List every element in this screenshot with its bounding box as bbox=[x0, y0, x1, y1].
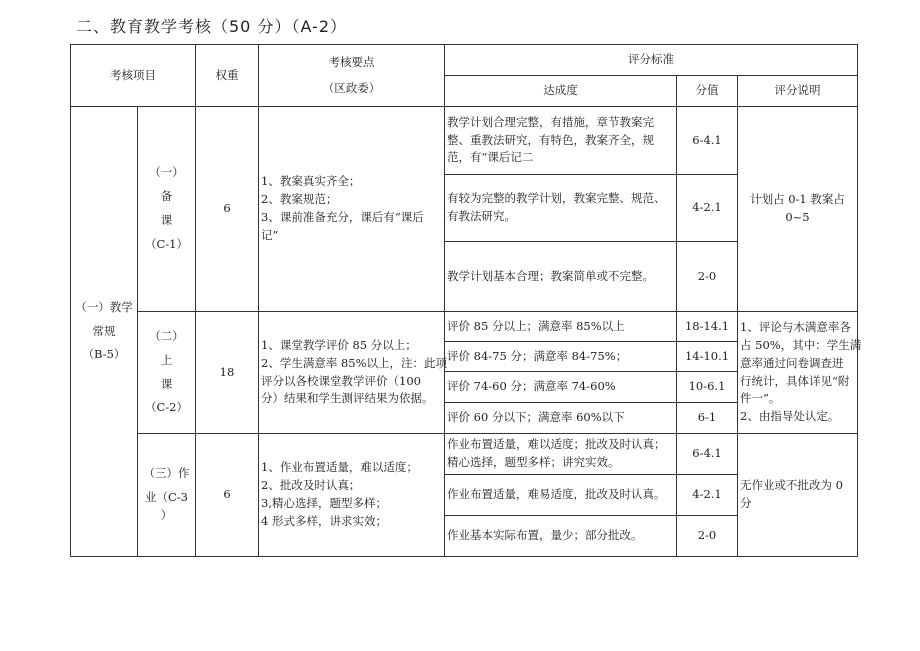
score-cell: 6-4.1 bbox=[677, 107, 738, 175]
section-name-line: 课 bbox=[160, 376, 173, 391]
achievement-cell: 评价 60 分以下；满意率 60%以下 bbox=[445, 403, 677, 434]
achievement-cell: 作业基本实际布置，量少；部分批改。 bbox=[445, 516, 677, 557]
header-score: 分值 bbox=[677, 76, 738, 107]
score-cell: 18-14.1 bbox=[677, 312, 738, 342]
section-name-line: （C-1） bbox=[144, 236, 188, 251]
score-cell: 10-6.1 bbox=[677, 372, 738, 403]
explain-line: 意率通过问卷调查进 bbox=[740, 355, 844, 370]
achievement-cell: 作业布置适量，难易适度，批改及时认真。 bbox=[445, 475, 677, 516]
point-line: 2、批改及时认真； bbox=[261, 478, 361, 493]
point-line: 1、作业布置适量，难以适度； bbox=[261, 460, 418, 475]
point-line: 记” bbox=[261, 227, 279, 242]
section-name-line: （一） bbox=[149, 165, 184, 180]
point-line: 4 形式多样，讲求实效； bbox=[261, 513, 387, 528]
header-weight: 权重 bbox=[196, 45, 259, 107]
header-explain: 评分说明 bbox=[738, 76, 858, 107]
section-name-line: （C-2） bbox=[144, 400, 188, 415]
score-cell: 2-0 bbox=[677, 516, 738, 557]
category-line: 常规 bbox=[92, 323, 116, 338]
section-points bbox=[259, 434, 445, 557]
score-cell: 14-10.1 bbox=[677, 342, 738, 372]
score-cell: 4-2.1 bbox=[677, 175, 738, 242]
explain-line: 件一”。 bbox=[740, 391, 781, 406]
achievement-cell: 教学计划基本合理；教案简单或不完整。 bbox=[445, 242, 677, 312]
achievement-cell: 有较为完整的教学计划，教案完整、规范、有教法研究。 bbox=[445, 175, 677, 242]
section-weight: 6 bbox=[196, 434, 259, 557]
table-row bbox=[71, 312, 858, 342]
achievement-cell: 作业布置适量，难以适度；批改及时认真；精心选择，题型多样；讲究实效。 bbox=[445, 434, 677, 475]
explain-line: 1、评论与木满意率各 bbox=[740, 320, 851, 335]
section-points bbox=[259, 312, 448, 434]
section-name-line: （三）作 bbox=[143, 466, 190, 481]
category-cell bbox=[71, 107, 138, 557]
section-name-line: 课 bbox=[160, 213, 173, 227]
section-name-line: （二） bbox=[149, 328, 184, 343]
explain-line: 占 50%，其中：学生满 bbox=[740, 337, 862, 352]
header-standard: 评分标准 bbox=[445, 45, 858, 76]
page-title: 二、教育教学考核（50 分）（A-2） bbox=[76, 17, 347, 36]
section-name-line: 备 bbox=[160, 189, 173, 204]
table-row bbox=[71, 107, 858, 175]
point-line: 2、学生满意率 85%以上，注：此项 bbox=[261, 355, 448, 370]
achievement-cell: 评价 74-60 分；满意率 74-60% bbox=[445, 372, 677, 403]
section-name bbox=[138, 107, 196, 312]
header-points-line2: （区政委） bbox=[322, 80, 381, 95]
point-line: 1、教案真实齐全； bbox=[261, 174, 361, 189]
point-line: 3,精心选择，题型多样； bbox=[261, 496, 387, 510]
point-line: 1、课堂教学评价 85 分以上； bbox=[261, 337, 417, 352]
header-row bbox=[71, 45, 858, 76]
section-name-line: 上 bbox=[160, 352, 173, 367]
explain-line: 行统计，具体详见“附 bbox=[740, 373, 850, 388]
header-achievement: 达成度 bbox=[445, 76, 677, 107]
score-cell: 2-0 bbox=[677, 242, 738, 312]
section-weight: 6 bbox=[196, 107, 259, 312]
score-cell: 4-2.1 bbox=[677, 475, 738, 516]
explain-cell: 无作业或不批改为 0 分 bbox=[738, 434, 858, 557]
achievement-cell: 评价 85 分以上；满意率 85%以上 bbox=[445, 312, 677, 342]
header-points bbox=[259, 45, 445, 107]
category-line: （一）教学 bbox=[75, 299, 133, 314]
header-points-line1: 考核要点 bbox=[328, 54, 375, 69]
explain-line: 2、由指导处认定。 bbox=[740, 409, 840, 424]
section-name bbox=[138, 312, 196, 434]
achievement-cell: 评价 84-75 分；满意率 84-75%； bbox=[445, 342, 677, 372]
assessment-table bbox=[70, 44, 862, 557]
section-points bbox=[259, 107, 445, 312]
category-line: （B-5） bbox=[82, 347, 126, 362]
point-line: 3、课前准备充分，课后有“课后 bbox=[261, 210, 424, 224]
section-name-line: 业（C-3 bbox=[144, 490, 188, 505]
section-weight: 18 bbox=[196, 312, 259, 434]
point-line: 评分以各校课堂教学评价（100 bbox=[261, 373, 421, 388]
header-item: 考核项目 bbox=[71, 45, 196, 107]
point-line: 分）结果和学生测评结果为依据。 bbox=[261, 391, 434, 406]
explain-cell: 计划占 0-1 教案占 0~5 bbox=[738, 107, 858, 312]
table-row bbox=[71, 434, 858, 475]
section-name bbox=[138, 434, 196, 557]
score-cell: 6-1 bbox=[677, 403, 738, 434]
score-cell: 6-4.1 bbox=[677, 434, 738, 475]
explain-cell bbox=[738, 312, 862, 434]
point-line: 2、教案规范； bbox=[261, 192, 338, 207]
section-name-line: ） bbox=[160, 507, 173, 522]
achievement-cell: 教学计划合理完整，有措施，章节教案完整、重教法研究，有特色，教案齐全，规范，有“课后记二 bbox=[445, 107, 677, 175]
